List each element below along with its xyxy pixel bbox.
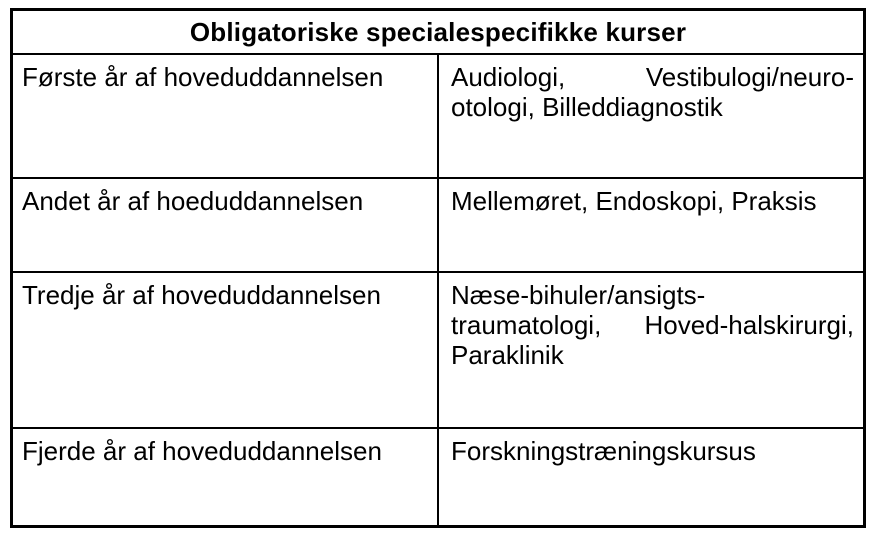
courses-cell bbox=[439, 429, 863, 525]
course-text: otologi, Billeddiagnostik bbox=[451, 92, 723, 122]
courses-cell bbox=[439, 273, 863, 427]
period-cell bbox=[13, 55, 439, 177]
table-row bbox=[13, 429, 863, 525]
courses-line bbox=[451, 280, 854, 310]
table-row bbox=[13, 55, 863, 179]
courses-line bbox=[451, 310, 854, 340]
course-text: Audiologi, bbox=[451, 62, 566, 92]
courses-line bbox=[451, 436, 854, 466]
courses-line bbox=[451, 186, 854, 216]
course-text: Paraklinik bbox=[451, 340, 564, 370]
courses-line bbox=[451, 92, 854, 122]
period-cell bbox=[13, 179, 439, 271]
period-text: Tredje år af hoveduddannelsen bbox=[22, 280, 381, 310]
course-text: traumatologi, bbox=[451, 310, 602, 340]
period-text: Andet år af hoeduddannelsen bbox=[22, 186, 364, 216]
table-title: Obligatoriske specialespecifikke kurser bbox=[189, 16, 687, 47]
course-text: Vestibulogi/neuro- bbox=[645, 62, 854, 92]
courses-line bbox=[451, 340, 854, 370]
course-text: Forskningstræningskursus bbox=[451, 436, 756, 466]
course-text: Hoved-halskirurgi, bbox=[644, 310, 854, 340]
course-text: Mellemøret, Endoskopi, Praksis bbox=[451, 186, 817, 216]
courses-line bbox=[451, 62, 854, 92]
document-table bbox=[10, 8, 866, 528]
table-row bbox=[13, 179, 863, 273]
period-text: Fjerde år af hoveduddannelsen bbox=[22, 436, 382, 466]
courses-cell bbox=[439, 55, 863, 177]
period-cell bbox=[13, 429, 439, 525]
table-header-row bbox=[13, 11, 863, 55]
period-text: Første år af hoveduddannelsen bbox=[22, 62, 384, 92]
course-text: Næse-bihuler/ansigts- bbox=[451, 280, 706, 310]
courses-cell bbox=[439, 179, 863, 271]
table-row bbox=[13, 273, 863, 429]
period-cell bbox=[13, 273, 439, 427]
